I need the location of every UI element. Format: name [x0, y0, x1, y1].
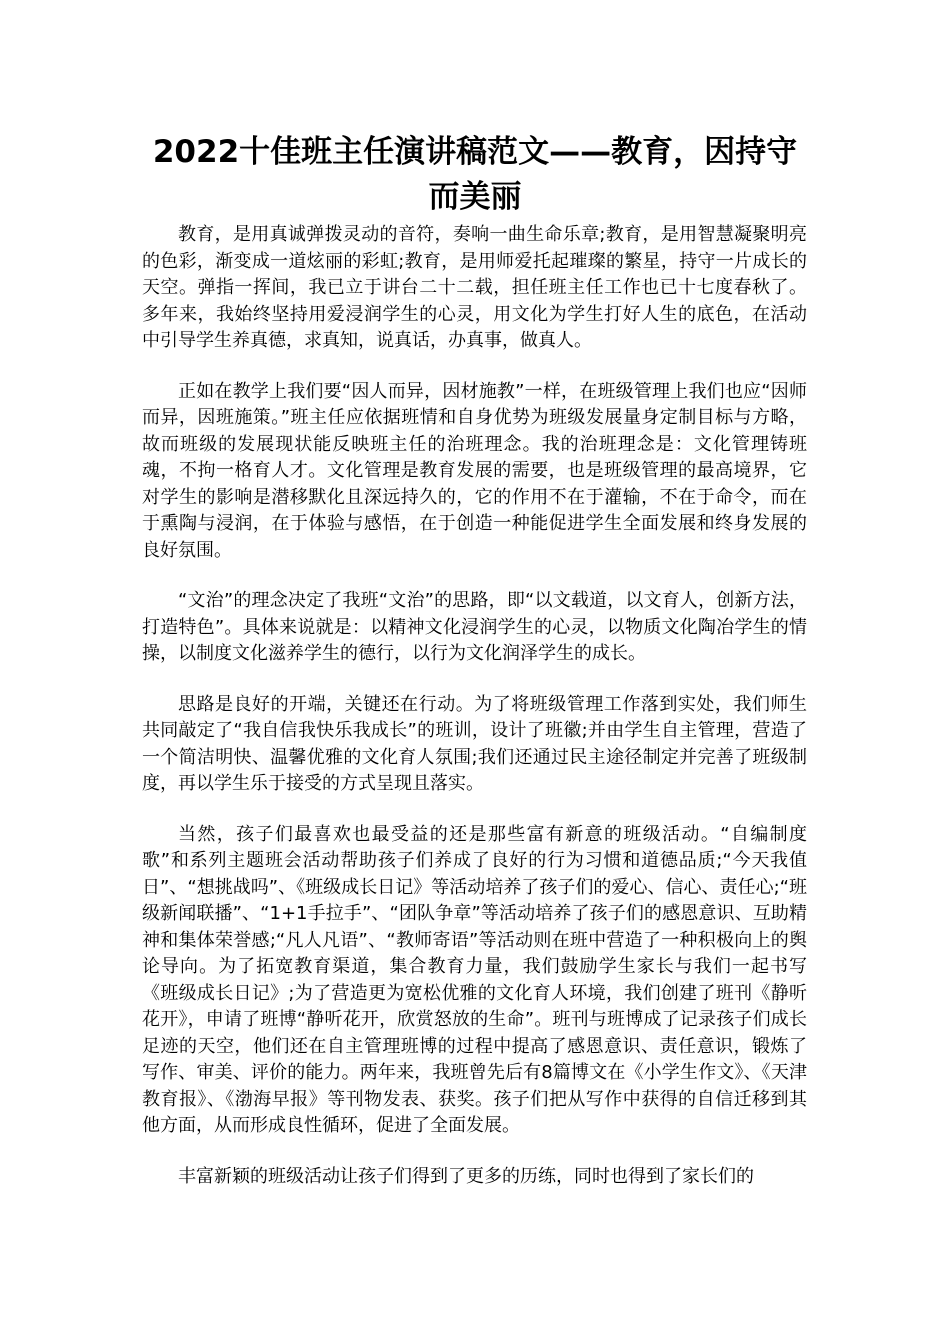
paragraph-5: 当然，孩子们最喜欢也最受益的还是那些富有新意的班级活动。“自编制度歌”和系列主题班会活动帮助孩子们养成了良好的行为习惯和道德品质;“今天我值日”、“想挑战吗”、《班级成长日记》等活动培养了孩子们的爱心、信心、责任心;“班级新闻联播”、“1+1手拉手”、“团队争章”等活动培养了孩子们的感恩意识、互助精神和集体荣誉感;“凡人凡语”、“教师寄语”等活动则在班中营造了一种积极向上的舆论导向。为了拓宽教育渠道，集合教育力量，我们鼓励学生家长与我们一起书写《班级成长日记》;为了营造更为宽松优雅的文化育人环境，我们创建了班刊《静听花开》，申请了班博“静听花开，欣赏怒放的生命”。班刊与班博成了记录孩子们成长足迹的天空，他们还在自主管理班博的过程中提高了感恩意识、责任意识，锻炼了写作、审美、评价的能力。两年来，我班曾先后有8篇博文在《小学生作文》、《天津教育报》、《渤海早报》等刊物发表、获奖。孩子们把从写作中获得的自信迁移到其他方面，从而形成良性循环，促进了全面发展。 — [142, 823, 807, 1136]
document-body — [142, 222, 807, 1214]
paragraph-4: 思路是良好的开端，关键还在行动。为了将班级管理工作落到实处，我们师生共同敲定了“我自信我快乐我成长”的班训，设计了班徽;并由学生自主管理，营造了一个简洁明快、温馨优雅的文化育人氛围;我们还通过民主途径制定并完善了班级制度，再以学生乐于接受的方式呈现且落实。 — [142, 693, 807, 794]
paragraph-2: 正如在教学上我们要“因人而异，因材施教”一样，在班级管理上我们也应“因师而异，因班施策。”班主任应依据班情和自身优势为班级发展量身定制目标与方略，故而班级的发展现状能反映班主任的治班理念。我的治班理念是：文化管理铸班魂，不拘一格育人才。文化管理是教育发展的需要，也是班级管理的最高境界，它对学生的影响是潜移默化且深远持久的，它的作用不在于灌输，不在于命令，而在于熏陶与浸润，在于体验与感悟，在于创造一种能促进学生全面发展和终身发展的良好氛围。 — [142, 380, 807, 561]
paragraph-3: “文治”的理念决定了我班“文治”的思路，即“以文载道，以文育人，创新方法，打造特色”。具体来说就是：以精神文化浸润学生的心灵，以物质文化陶冶学生的情操，以制度文化滋养学生的德行，以行为文化润泽学生的成长。 — [142, 590, 807, 664]
paragraph-1: 教育，是用真诚弹拨灵动的音符，奏响一曲生命乐章;教育，是用智慧凝聚明亮的色彩，渐变成一道炫丽的彩虹;教育，是用师爱托起璀璨的繁星，持守一片成长的天空。弹指一挥间，我已立于讲台二十二载，担任班主任工作也已十七度春秋了。多年来，我始终坚持用爱浸润学生的心灵，用文化为学生打好人生的底色，在活动中引导学生养真德，求真知，说真话，办真事，做真人。 — [142, 224, 807, 351]
paragraph-6: 丰富新颖的班级活动让孩子们得到了更多的历练，同时也得到了家长们的 — [178, 1165, 754, 1187]
document-title: 2022十佳班主任演讲稿范文——教育，因持守而美丽 — [152, 134, 798, 215]
